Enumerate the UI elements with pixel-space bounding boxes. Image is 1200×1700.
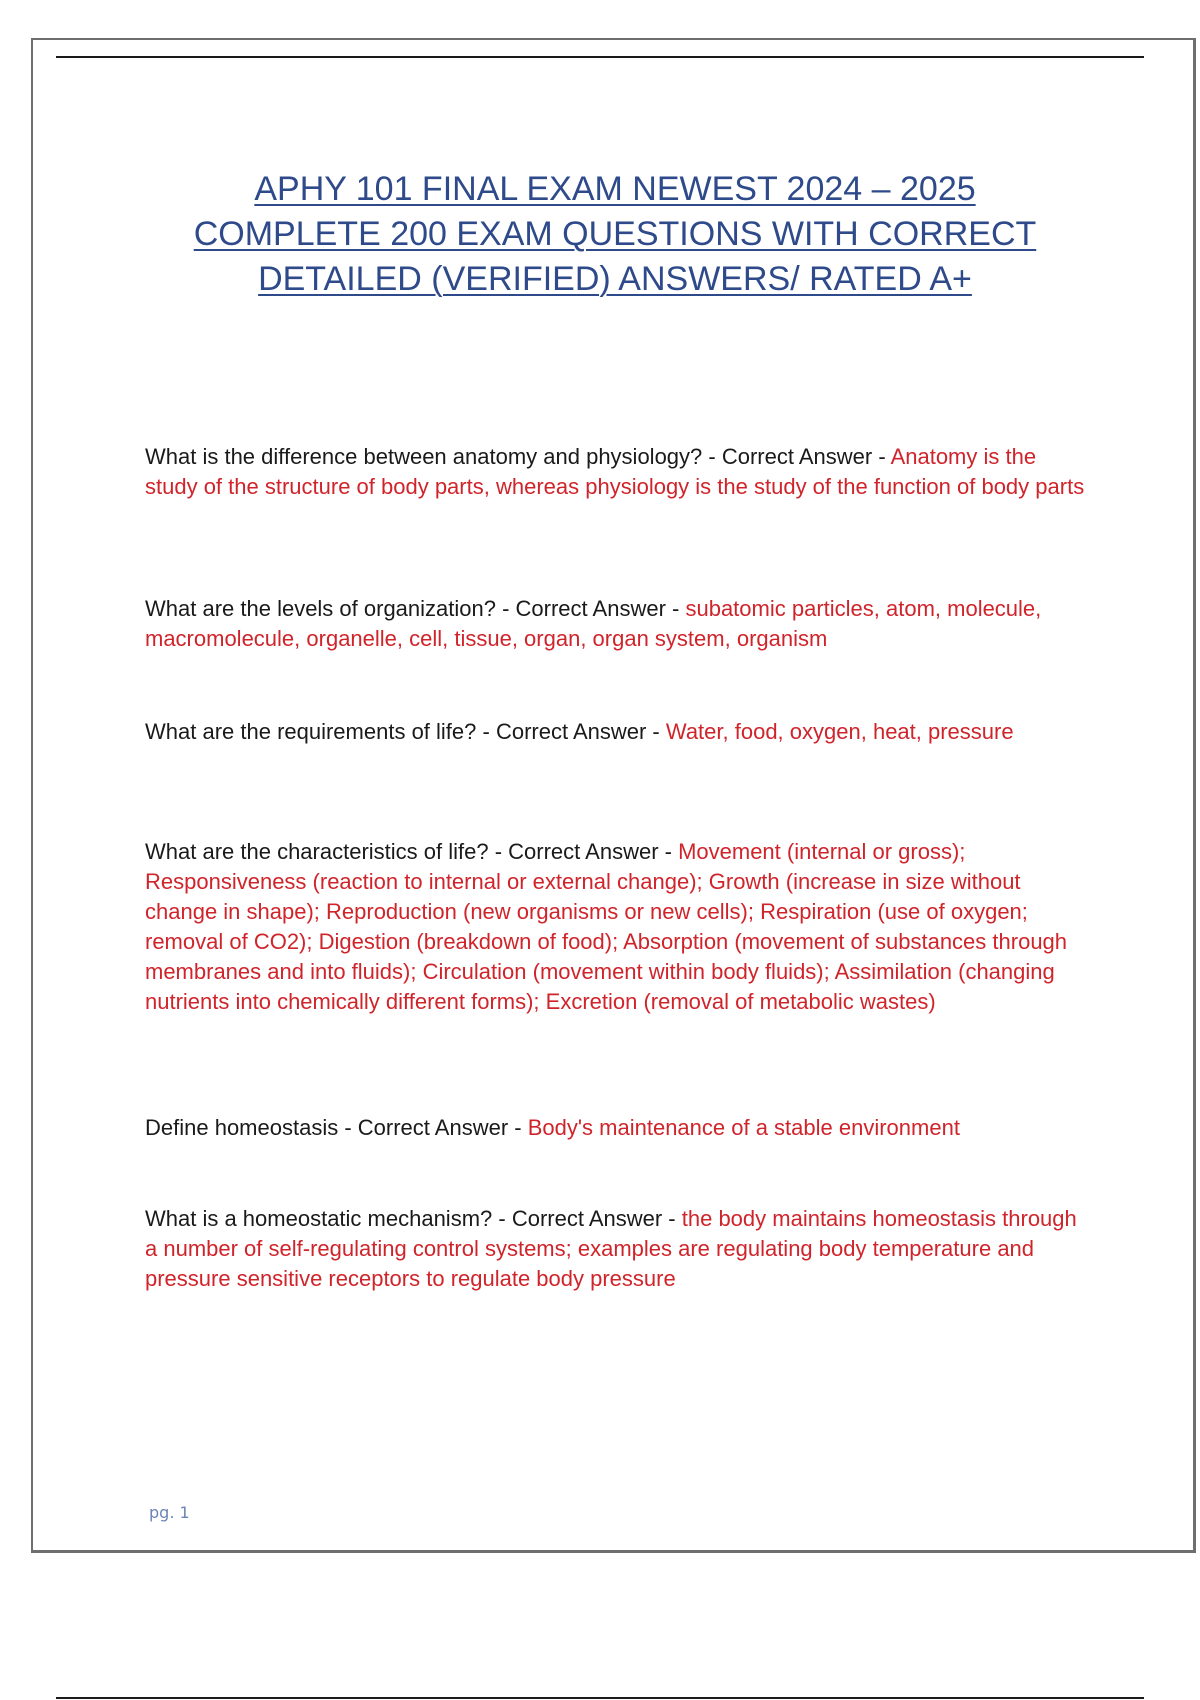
document-title [120, 167, 1110, 302]
separator-text: - Correct Answer - [476, 719, 666, 744]
separator-text: - Correct Answer - [702, 444, 891, 469]
bottom-rule [56, 1697, 1144, 1699]
qa-item [145, 594, 1090, 654]
answer-text: the body maintains homeostasis through a number of self-regulating control systems; examples are regulating body temperature and pressure sensitive receptors to regulate body pressure [145, 1206, 1077, 1291]
question-text: Define homeostasis [145, 1115, 339, 1140]
answer-text: Body's maintenance of a stable environment [527, 1115, 960, 1140]
question-text: What are the characteristics of life? [145, 839, 489, 864]
qa-item [145, 717, 1090, 747]
separator-text: - Correct Answer - [495, 596, 686, 621]
question-text: What is a homeostatic mechanism? [145, 1206, 493, 1231]
question-text: What are the levels of organization? [145, 596, 496, 621]
qa-item [145, 1113, 1090, 1143]
qa-item [145, 442, 1090, 502]
qa-item [145, 837, 1090, 1017]
separator-text: - Correct Answer - [488, 839, 679, 864]
qa-item [145, 1204, 1090, 1294]
top-rule [56, 56, 1144, 58]
page-number: pg. 1 [149, 1503, 190, 1522]
answer-text: Movement (internal or gross); Responsiveness (reaction to internal or external change); Growth (increase in size without change in shape); Reproduction (new organisms or new cells); Respiration (use of oxygen; removal of CO2); Digestion (breakdown of food); Absorption (movement of substances through membranes and into fluids); Circulation (movement within body fluids); Assimilation (changing nutrients into chemically different forms); Excretion (removal of metabolic wastes) [145, 839, 1068, 1014]
separator-text: - Correct Answer - [492, 1206, 682, 1231]
separator-text: - Correct Answer - [338, 1115, 528, 1140]
answer-text: Anatomy is the study of the structure of body parts, whereas physiology is the study of the function of body parts [145, 444, 1085, 499]
question-text: What is the difference between anatomy and physiology? [145, 444, 703, 469]
title-line: APHY 101 FINAL EXAM NEWEST 2024 – 2025 [254, 170, 976, 208]
title-line: COMPLETE 200 EXAM QUESTIONS WITH CORRECT [193, 215, 1037, 253]
answer-text: Water, food, oxygen, heat, pressure [665, 719, 1014, 744]
answer-text: subatomic particles, atom, molecule, macromolecule, organelle, cell, tissue, organ, organ system, organism [145, 596, 1042, 651]
question-text: What are the requirements of life? [145, 719, 477, 744]
title-line: DETAILED (VERIFIED) ANSWERS/ RATED A+ [258, 260, 972, 298]
